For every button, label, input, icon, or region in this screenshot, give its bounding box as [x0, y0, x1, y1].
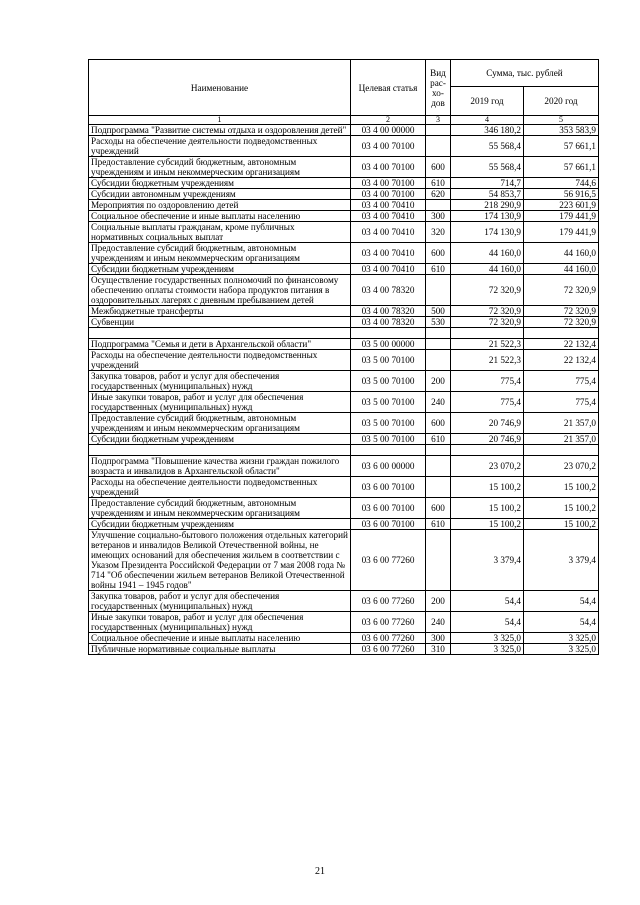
table-body	[89, 125, 599, 655]
target-code-cell: 03 6 00 77260	[351, 612, 426, 633]
name-cell	[89, 328, 351, 339]
table-row	[89, 317, 599, 328]
table-row	[89, 178, 599, 189]
expense-type-cell: 600	[426, 413, 451, 434]
amount-2020-cell: 22 132,4	[524, 350, 599, 371]
target-code-cell: 03 4 00 70410	[351, 222, 426, 243]
table-row	[89, 392, 599, 413]
expense-type-cell: 600	[426, 498, 451, 519]
expense-type-cell	[426, 125, 451, 136]
target-code-cell: 03 4 00 70100	[351, 157, 426, 178]
amount-2020-cell: 22 132,4	[524, 339, 599, 350]
name-cell: Предоставление субсидий бюджетным, автономным учреждениям и иным некоммерческим организациям	[89, 413, 351, 434]
target-code-cell: 03 5 00 70100	[351, 371, 426, 392]
column-index: 5	[524, 116, 599, 125]
amount-2019-cell: 218 290,9	[451, 200, 524, 211]
target-code-cell: 03 4 00 78320	[351, 275, 426, 306]
expense-type-cell: 610	[426, 434, 451, 445]
amount-2019-cell: 15 100,2	[451, 519, 524, 530]
target-code-cell	[351, 328, 426, 339]
name-cell: Закупка товаров, работ и услуг для обеспечения государственных (муниципальных) нужд	[89, 591, 351, 612]
column-index-row	[89, 116, 599, 125]
name-cell: Социальные выплаты гражданам, кроме публичных нормативных социальных выплат	[89, 222, 351, 243]
expense-type-cell: 310	[426, 644, 451, 655]
amount-2019-cell: 346 180,2	[451, 125, 524, 136]
target-code-cell: 03 6 00 77260	[351, 530, 426, 591]
header-sum: Сумма, тыс. рублей	[451, 60, 599, 87]
amount-2020-cell: 44 160,0	[524, 264, 599, 275]
amount-2019-cell: 21 522,3	[451, 350, 524, 371]
table-row	[89, 644, 599, 655]
amount-2019-cell: 15 100,2	[451, 477, 524, 498]
expense-type-cell: 600	[426, 157, 451, 178]
name-cell: Осуществление государственных полномочий по финансовому обеспечению оплаты стоимости набора продуктов питания в оздоровительных лагерях с дневным пребыванием детей	[89, 275, 351, 306]
name-cell: Субсидии бюджетным учреждениям	[89, 434, 351, 445]
name-cell: Субсидии бюджетным учреждениям	[89, 519, 351, 530]
target-code-cell: 03 6 00 77260	[351, 633, 426, 644]
expense-type-cell: 500	[426, 306, 451, 317]
name-cell: Закупка товаров, работ и услуг для обеспечения государственных (муниципальных) нужд	[89, 371, 351, 392]
target-code-cell: 03 4 00 78320	[351, 317, 426, 328]
table-row	[89, 306, 599, 317]
table-row	[89, 434, 599, 445]
name-cell: Иные закупки товаров, работ и услуг для обеспечения государственных (муниципальных) нужд	[89, 612, 351, 633]
amount-2020-cell: 54,4	[524, 591, 599, 612]
name-cell	[89, 445, 351, 456]
amount-2019-cell: 174 130,9	[451, 211, 524, 222]
amount-2019-cell: 54,4	[451, 612, 524, 633]
expense-type-cell: 530	[426, 317, 451, 328]
column-index: 3	[426, 116, 451, 125]
header-2020: 2020 год	[524, 87, 599, 116]
name-cell: Расходы на обеспечение деятельности подведомственных учреждений	[89, 136, 351, 157]
target-code-cell: 03 5 00 70100	[351, 434, 426, 445]
target-code-cell: 03 4 00 70410	[351, 264, 426, 275]
amount-2020-cell: 223 601,9	[524, 200, 599, 211]
amount-2020-cell: 54,4	[524, 612, 599, 633]
target-code-cell: 03 6 00 70100	[351, 519, 426, 530]
table-row	[89, 243, 599, 264]
target-code-cell: 03 6 00 70100	[351, 498, 426, 519]
budget-table	[88, 59, 599, 655]
amount-2019-cell: 775,4	[451, 392, 524, 413]
name-cell: Межбюджетные трансферты	[89, 306, 351, 317]
expense-type-cell	[426, 530, 451, 591]
amount-2019-cell: 3 379,4	[451, 530, 524, 591]
amount-2019-cell: 714,7	[451, 178, 524, 189]
target-code-cell: 03 5 00 70100	[351, 413, 426, 434]
table-row	[89, 189, 599, 200]
amount-2020-cell: 72 320,9	[524, 317, 599, 328]
target-code-cell: 03 5 00 70100	[351, 392, 426, 413]
amount-2019-cell: 15 100,2	[451, 498, 524, 519]
amount-2019-cell	[451, 445, 524, 456]
name-cell: Предоставление субсидий бюджетным, автономным учреждениям и иным некоммерческим организациям	[89, 157, 351, 178]
subprogram-row	[89, 339, 599, 350]
amount-2020-cell: 3 379,4	[524, 530, 599, 591]
expense-type-cell: 620	[426, 189, 451, 200]
name-cell: Субвенции	[89, 317, 351, 328]
target-code-cell: 03 4 00 70410	[351, 211, 426, 222]
amount-2020-cell: 775,4	[524, 371, 599, 392]
expense-type-cell: 610	[426, 264, 451, 275]
amount-2020-cell: 15 100,2	[524, 519, 599, 530]
table-row	[89, 264, 599, 275]
name-cell: Субсидии бюджетным учреждениям	[89, 264, 351, 275]
amount-2020-cell: 21 357,0	[524, 413, 599, 434]
target-code-cell: 03 4 00 70100	[351, 178, 426, 189]
amount-2020-cell: 15 100,2	[524, 477, 599, 498]
expense-type-cell: 240	[426, 392, 451, 413]
amount-2019-cell: 775,4	[451, 371, 524, 392]
expense-type-cell: 240	[426, 612, 451, 633]
amount-2019-cell: 3 325,0	[451, 633, 524, 644]
column-index: 2	[351, 116, 426, 125]
column-index: 4	[451, 116, 524, 125]
expense-type-cell: 610	[426, 178, 451, 189]
amount-2019-cell: 44 160,0	[451, 243, 524, 264]
amount-2020-cell: 56 916,5	[524, 189, 599, 200]
table-row	[89, 371, 599, 392]
name-cell: Подпрограмма "Семья и дети в Архангельской области"	[89, 339, 351, 350]
amount-2019-cell: 20 746,9	[451, 413, 524, 434]
expense-type-cell	[426, 328, 451, 339]
spacer-row	[89, 445, 599, 456]
amount-2020-cell: 23 070,2	[524, 456, 599, 477]
table-row	[89, 477, 599, 498]
target-code-cell: 03 6 00 77260	[351, 644, 426, 655]
name-cell: Иные закупки товаров, работ и услуг для обеспечения государственных (муниципальных) нужд	[89, 392, 351, 413]
subprogram-row	[89, 456, 599, 477]
amount-2020-cell: 44 160,0	[524, 243, 599, 264]
target-code-cell: 03 6 00 77260	[351, 591, 426, 612]
expense-type-cell: 300	[426, 633, 451, 644]
name-cell: Предоставление субсидий бюджетным, автономным учреждениям и иным некоммерческим организациям	[89, 243, 351, 264]
header-2019: 2019 год	[451, 87, 524, 116]
table-row	[89, 498, 599, 519]
column-index: 1	[89, 116, 351, 125]
target-code-cell: 03 6 00 00000	[351, 456, 426, 477]
name-cell: Расходы на обеспечение деятельности подведомственных учреждений	[89, 477, 351, 498]
amount-2020-cell: 3 325,0	[524, 644, 599, 655]
amount-2019-cell: 72 320,9	[451, 306, 524, 317]
amount-2020-cell: 21 357,0	[524, 434, 599, 445]
amount-2020-cell: 3 325,0	[524, 633, 599, 644]
amount-2020-cell: 15 100,2	[524, 498, 599, 519]
target-code-cell	[351, 445, 426, 456]
name-cell: Подпрограмма "Развитие системы отдыха и оздоровления детей"	[89, 125, 351, 136]
table-row	[89, 591, 599, 612]
header-type: Вид рас-хо-дов	[426, 60, 451, 116]
amount-2019-cell: 44 160,0	[451, 264, 524, 275]
expense-type-cell: 600	[426, 243, 451, 264]
amount-2019-cell	[451, 328, 524, 339]
target-code-cell: 03 4 00 70100	[351, 189, 426, 200]
name-cell: Подпрограмма "Повышение качества жизни граждан пожилого возраста и инвалидов в Архангельской области"	[89, 456, 351, 477]
amount-2019-cell: 20 746,9	[451, 434, 524, 445]
target-code-cell: 03 5 00 00000	[351, 339, 426, 350]
table-row	[89, 413, 599, 434]
target-code-cell: 03 5 00 70100	[351, 350, 426, 371]
amount-2020-cell: 72 320,9	[524, 306, 599, 317]
target-code-cell: 03 4 00 70410	[351, 243, 426, 264]
amount-2019-cell: 3 325,0	[451, 644, 524, 655]
expense-type-cell: 610	[426, 519, 451, 530]
target-code-cell: 03 4 00 70410	[351, 200, 426, 211]
header-name: Наименование	[89, 60, 351, 116]
expense-type-cell	[426, 445, 451, 456]
expense-type-cell: 200	[426, 371, 451, 392]
name-cell: Публичные нормативные социальные выплаты	[89, 644, 351, 655]
table-row	[89, 612, 599, 633]
name-cell: Субсидии автономным учреждениям	[89, 189, 351, 200]
amount-2020-cell: 179 441,9	[524, 222, 599, 243]
amount-2020-cell	[524, 445, 599, 456]
amount-2019-cell: 174 130,9	[451, 222, 524, 243]
target-code-cell: 03 4 00 78320	[351, 306, 426, 317]
name-cell: Предоставление субсидий бюджетным, автономным учреждениям и иным некоммерческим организациям	[89, 498, 351, 519]
table-row	[89, 211, 599, 222]
expense-type-cell: 200	[426, 591, 451, 612]
table-row	[89, 200, 599, 211]
expense-type-cell	[426, 339, 451, 350]
expense-type-cell	[426, 456, 451, 477]
page-number: 21	[315, 866, 325, 877]
name-cell: Улучшение социально-бытового положения отдельных категорий ветеранов и инвалидов Великой Отечественной войны, не имеющих оснований для обеспечения жильем в соответствии с Указом Президента Российской Федерации от 7 мая 2008 года № 714 "Об обеспечении жильем ветеранов Великой Отечественной войны 1941 – 1945 годов"	[89, 530, 351, 591]
header-target: Целевая статья	[351, 60, 426, 116]
amount-2019-cell: 54,4	[451, 591, 524, 612]
expense-type-cell	[426, 275, 451, 306]
target-code-cell: 03 4 00 00000	[351, 125, 426, 136]
name-cell: Расходы на обеспечение деятельности подведомственных учреждений	[89, 350, 351, 371]
table-row	[89, 275, 599, 306]
amount-2020-cell: 775,4	[524, 392, 599, 413]
table-row	[89, 157, 599, 178]
amount-2020-cell	[524, 328, 599, 339]
amount-2019-cell: 54 853,7	[451, 189, 524, 200]
table-row	[89, 530, 599, 591]
expense-type-cell	[426, 477, 451, 498]
amount-2019-cell: 23 070,2	[451, 456, 524, 477]
amount-2020-cell: 353 583,9	[524, 125, 599, 136]
amount-2019-cell: 72 320,9	[451, 275, 524, 306]
target-code-cell: 03 6 00 70100	[351, 477, 426, 498]
amount-2020-cell: 57 661,1	[524, 157, 599, 178]
table-row	[89, 519, 599, 530]
name-cell: Субсидии бюджетным учреждениям	[89, 178, 351, 189]
spacer-row	[89, 328, 599, 339]
amount-2020-cell: 72 320,9	[524, 275, 599, 306]
name-cell: Социальное обеспечение и иные выплаты населению	[89, 633, 351, 644]
amount-2020-cell: 744,6	[524, 178, 599, 189]
table-row	[89, 222, 599, 243]
expense-type-cell	[426, 136, 451, 157]
table-row	[89, 350, 599, 371]
name-cell: Мероприятия по оздоровлению детей	[89, 200, 351, 211]
table-row	[89, 633, 599, 644]
target-code-cell: 03 4 00 70100	[351, 136, 426, 157]
subprogram-row	[89, 125, 599, 136]
expense-type-cell: 300	[426, 211, 451, 222]
expense-type-cell	[426, 200, 451, 211]
expense-type-cell: 320	[426, 222, 451, 243]
expense-type-cell	[426, 350, 451, 371]
amount-2019-cell: 21 522,3	[451, 339, 524, 350]
amount-2020-cell: 57 661,1	[524, 136, 599, 157]
amount-2019-cell: 55 568,4	[451, 136, 524, 157]
amount-2019-cell: 72 320,9	[451, 317, 524, 328]
table-row	[89, 136, 599, 157]
name-cell: Социальное обеспечение и иные выплаты населению	[89, 211, 351, 222]
amount-2019-cell: 55 568,4	[451, 157, 524, 178]
amount-2020-cell: 179 441,9	[524, 211, 599, 222]
